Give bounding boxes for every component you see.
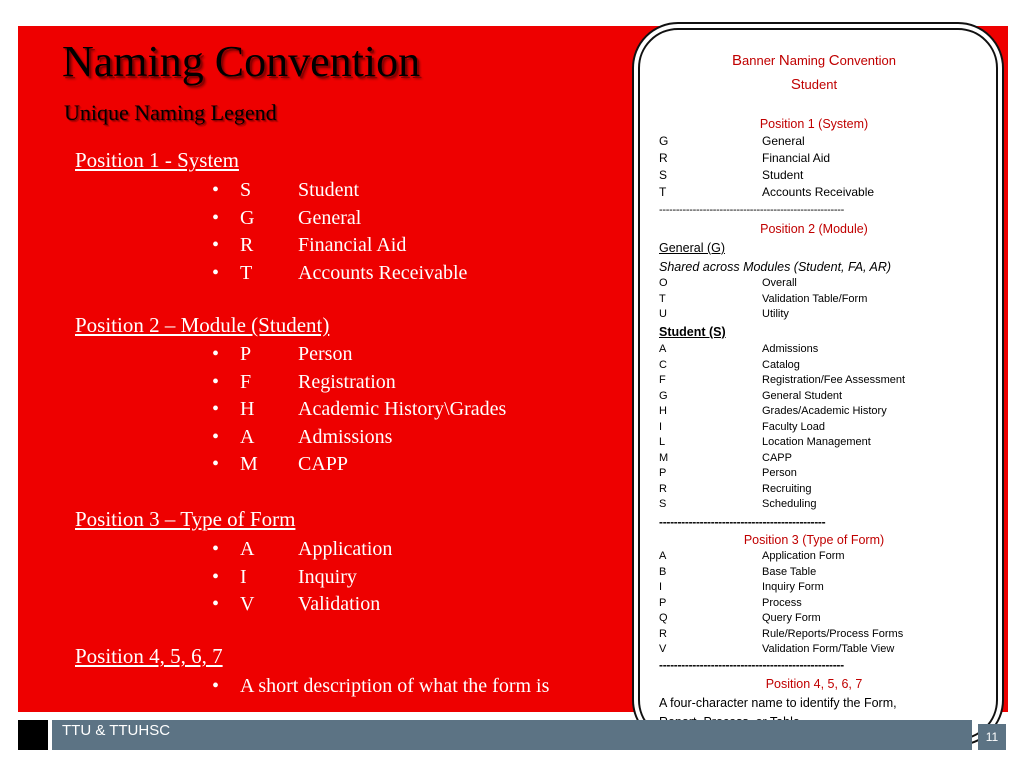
item-text: A short description of what the form is <box>240 675 550 697</box>
bullet-icon: • <box>212 675 220 697</box>
item-label: General <box>298 206 362 229</box>
bullet-icon: • <box>212 593 220 615</box>
item-label: Financial Aid <box>298 234 407 256</box>
item-label: Registration <box>298 370 396 393</box>
item-label: Accounts Receivable <box>298 261 468 284</box>
item-code: S <box>240 179 252 201</box>
bullet-icon: • <box>212 370 220 393</box>
item-code: A <box>240 425 255 448</box>
panel-position-1-heading: Position 1 (System) <box>759 117 869 131</box>
bullet-icon: • <box>212 565 220 588</box>
item-label: CAPP <box>298 453 349 475</box>
item-code: H <box>240 398 255 420</box>
section-heading-position-4-7: Position 4, 5, 6, 7 <box>75 644 223 668</box>
bullet-icon: • <box>212 453 220 475</box>
panel-title: Banner Naming Convention <box>732 52 896 69</box>
section-heading-position-2: Position 2 – Module (Student) <box>75 313 330 337</box>
bullet-icon: • <box>212 398 220 420</box>
item-label: Validation <box>298 593 381 615</box>
item-label: Academic History\Grades <box>298 398 507 420</box>
item-code: P <box>240 343 252 365</box>
student-label: Student (S) <box>659 325 726 339</box>
separator: ------------------------------------------------------- <box>659 204 844 216</box>
bullet-icon: • <box>212 179 220 201</box>
bullet-icon: • <box>212 538 220 560</box>
separator: --------------------------------------------- <box>659 515 826 529</box>
item-code: M <box>240 453 258 475</box>
slide-title: Naming Convention <box>62 37 421 86</box>
item-code: F <box>240 370 252 393</box>
panel-subtitle: Student <box>790 76 838 93</box>
bullet-icon: • <box>212 261 220 284</box>
item-label: Student <box>298 179 360 201</box>
item-code: G <box>240 206 255 229</box>
panel-position-3-heading: Position 3 (Type of Form) <box>743 533 885 547</box>
footer-square <box>18 720 48 750</box>
panel-position-2-heading: Position 2 (Module) <box>760 222 868 236</box>
section-heading-position-1: Position 1 - System <box>75 148 239 172</box>
bullet-icon: • <box>212 425 220 448</box>
general-label: General (G) <box>659 241 725 255</box>
item-code: T <box>240 261 253 284</box>
panel-position-4-7-text: A four-character name to identify the Form, <box>659 696 897 710</box>
bullet-icon: • <box>212 206 220 229</box>
page-number: 11 <box>978 724 1006 750</box>
item-code: V <box>240 593 255 615</box>
item-code: A <box>240 538 255 560</box>
item-label: Application <box>298 538 393 560</box>
footer-bar <box>52 720 972 750</box>
panel-position-4-7-heading: Position 4, 5, 6, 7 <box>765 677 863 691</box>
separator: -------------------------------------------------- <box>659 658 844 672</box>
item-label: Person <box>298 343 353 365</box>
footer-text: TTU & TTUHSC <box>62 722 171 739</box>
legend-panel-content: Banner Naming Convention Student Position 1 (System) G General R Financial Aid S Student T Accounts Receivable ------------------------------------------------------- Position 2 (Module) General (G) Shared across Modules (Student, FA, AR) O Overall T Validation Table/Form U Utility Student (S) A Admissions C Catalog F Registration/Fee Assessment G General Student H Grades/Academic History I Faculty Load L Location Management M CAPP P Person R Recruiting S Scheduling --------------------------------------------- Position 3 (Type of Form) A Application Form B Base Table I Inquiry Form P Process Q Query Form R Rule/Reports/Process Forms V Validation Form/Table View -------------------------------------------------- Position 4, 5, 6, 7 A four-character name to identify the Form, <box>659 0 989 768</box>
section-heading-position-3: Position 3 – Type of Form <box>75 507 296 531</box>
item-label: Inquiry <box>298 565 357 588</box>
bullet-icon: • <box>212 343 220 365</box>
bullet-icon: • <box>212 234 220 256</box>
general-note: Shared across Modules (Student, FA, AR) <box>659 260 892 274</box>
item-code: R <box>240 234 254 256</box>
item-label: Admissions <box>298 425 393 448</box>
item-code: I <box>240 565 247 588</box>
slide-subtitle: Unique Naming Legend <box>64 100 277 125</box>
